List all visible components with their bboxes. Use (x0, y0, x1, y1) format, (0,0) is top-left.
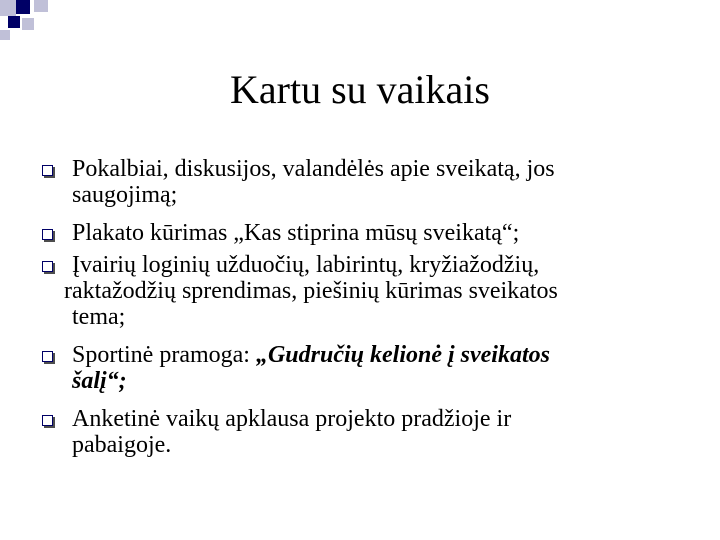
bullet-item (40, 220, 650, 246)
bullet-text: saugojimą; (72, 182, 178, 208)
corner-square-dark (16, 0, 30, 14)
bullet-text: raktažodžių sprendimas, piešinių kūrimas sveikatos (64, 278, 558, 304)
bullet-text: Įvairių loginių užduočių, labirintų, kryžiažodžių, (72, 252, 540, 278)
corner-square-dark (8, 16, 20, 28)
bullet-item (40, 342, 650, 394)
bullet-square-icon (42, 261, 53, 272)
slide-title: Kartu su vaikais (230, 67, 490, 112)
bullet-text-line (72, 342, 650, 368)
bullet-square-icon (42, 351, 53, 362)
corner-square-light (22, 18, 34, 30)
bullet-emphasis: „Gudručių kelionė į sveikatos (255, 342, 550, 368)
bullet-square-icon (42, 415, 53, 426)
bullet-text: Anketinė vaikų apklausa projekto pradžioje ir (72, 406, 512, 432)
bullet-item (40, 156, 650, 208)
corner-square-light (0, 0, 16, 16)
bullet-text: Pokalbiai, diskusijos, valandėlės apie sveikatą, jos (72, 156, 555, 182)
bullet-text: tema; (72, 304, 126, 330)
corner-decoration (0, 0, 60, 42)
corner-square-light (0, 30, 10, 40)
bullet-list (40, 156, 650, 470)
corner-square-light (34, 0, 48, 12)
bullet-text: Plakato kūrimas „Kas stiprina mūsų sveikatą“; (72, 220, 520, 246)
bullet-text: Sportinė pramoga: (72, 342, 256, 368)
bullet-square-icon (42, 229, 53, 240)
bullet-item (40, 406, 650, 458)
bullet-item (40, 252, 650, 330)
bullet-text: pabaigoje. (72, 432, 172, 458)
bullet-emphasis: šalį“; (72, 368, 127, 394)
bullet-square-icon (42, 165, 53, 176)
